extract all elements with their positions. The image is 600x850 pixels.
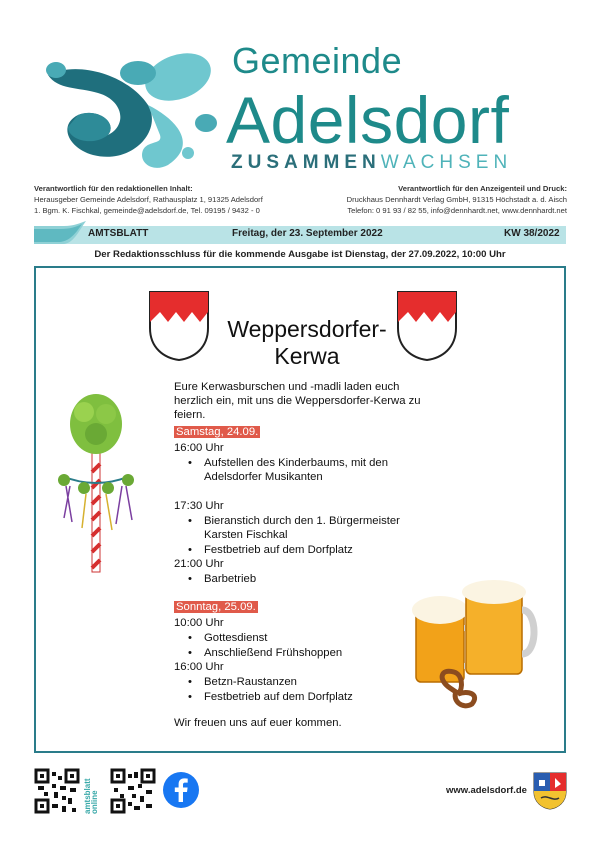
bullet: •: [188, 691, 192, 703]
website-link[interactable]: www.adelsdorf.de: [446, 785, 527, 796]
intro-line2: herzlich ein, mit uns die Weppersdorfer-Kerwa zu: [174, 395, 421, 407]
imprint-ads-line2: Telefon: 0 91 93 / 82 55, info@dennhardt.net, www.dennhardt.net: [347, 206, 567, 215]
day2-label: [174, 600, 258, 614]
bullet: •: [188, 573, 192, 585]
issue-label: AMTSBLATT: [88, 228, 149, 239]
imprint-ads-line1: Druckhaus Dennhardt Verlag GmbH, 91315 Höchstadt a. d. Aisch: [346, 195, 567, 204]
online-label-2: online: [90, 790, 99, 814]
issue-date: Freitag, der 23. September 2022: [232, 228, 383, 239]
franconian-rake-shield-icon: [396, 290, 458, 362]
imprint-editorial: [34, 183, 294, 216]
bullet: •: [188, 544, 192, 556]
day1-item4: Barbetrieb: [204, 573, 257, 585]
day1-label: [174, 425, 260, 439]
imprint-editorial-heading: Verantwortlich für den redaktionellen Inhalt:: [34, 184, 193, 193]
issue-week: KW 38/2022: [504, 228, 560, 239]
intro-line1: Eure Kerwasburschen und -madli laden euch: [174, 381, 400, 393]
bar-swoosh-icon: [34, 221, 88, 247]
qr-code-icon[interactable]: [34, 768, 80, 814]
beer-mugs-icon: [410, 580, 550, 710]
adelsdorf-logo-icon: [38, 45, 228, 175]
day1-item1-line2: Adelsdorfer Musikanten: [204, 471, 323, 483]
tagline: [231, 152, 512, 174]
online-label-1: amtsblatt: [83, 778, 92, 814]
title-gemeinde: Gemeinde: [232, 40, 403, 81]
bullet: •: [188, 676, 192, 688]
intro-line3: feiern.: [174, 409, 206, 421]
day2-time1: 10:00 Uhr: [174, 617, 224, 629]
deadline-notice: Der Redaktionsschluss für die kommende Ausgabe ist Dienstag, der 27.09.2022, 10:00 Uhr: [94, 249, 506, 260]
article-title-line2: Kerwa: [274, 343, 340, 369]
imprint-editorial-line2: 1. Bgm. K. Fischkal, gemeinde@adelsdorf.de, Tel. 09195 / 9432 - 0: [34, 206, 260, 215]
day1-item2-line2: Karsten Fischkal: [204, 529, 288, 541]
franconian-rake-shield-icon: [148, 290, 210, 362]
kerwa-tree-icon: [56, 392, 136, 574]
imprint-ads-heading: Verantwortlich für den Anzeigenteil und Druck:: [398, 184, 567, 193]
tagline-part2: WACHSEN: [380, 152, 513, 173]
day2-item4: Festbetrieb auf dem Dorfplatz: [204, 691, 353, 703]
day1-label-text: Samstag, 24.09.: [176, 426, 259, 438]
day1-time1: 16:00 Uhr: [174, 442, 224, 454]
title-adelsdorf: Adelsdorf: [226, 83, 510, 157]
facebook-icon[interactable]: [162, 771, 200, 809]
coat-of-arms-icon: [533, 772, 567, 810]
tagline-part1: ZUSAMMEN: [231, 152, 381, 173]
day1-item1-line1: Aufstellen des Kinderbaums, mit den: [204, 457, 388, 469]
bullet: •: [188, 632, 192, 644]
closing-text: Wir freuen uns auf euer kommen.: [174, 717, 342, 729]
bullet: •: [188, 515, 192, 527]
bullet: •: [188, 647, 192, 659]
article-title-line1: Weppersdorfer-: [227, 316, 387, 342]
imprint-ads: [277, 183, 567, 216]
day1-item3: Festbetrieb auf dem Dorfplatz: [204, 544, 353, 556]
day2-label-text: Sonntag, 25.09.: [176, 601, 256, 613]
day1-time3: 21:00 Uhr: [174, 558, 224, 570]
online-label: [84, 768, 98, 814]
qr-code-icon[interactable]: [110, 768, 156, 814]
day2-time2: 16:00 Uhr: [174, 661, 224, 673]
article-title: [222, 316, 392, 370]
day2-item1: Gottesdienst: [204, 632, 268, 644]
day1-time2: 17:30 Uhr: [174, 500, 224, 512]
day2-item3: Betzn-Raustanzen: [204, 676, 297, 688]
bullet: •: [188, 457, 192, 469]
imprint-editorial-line1: Herausgeber Gemeinde Adelsdorf, Rathausplatz 1, 91325 Adelsdorf: [34, 195, 263, 204]
day1-item2-line1: Bieranstich durch den 1. Bürgermeister: [204, 515, 400, 527]
day2-item2: Anschließend Frühshoppen: [204, 647, 343, 659]
